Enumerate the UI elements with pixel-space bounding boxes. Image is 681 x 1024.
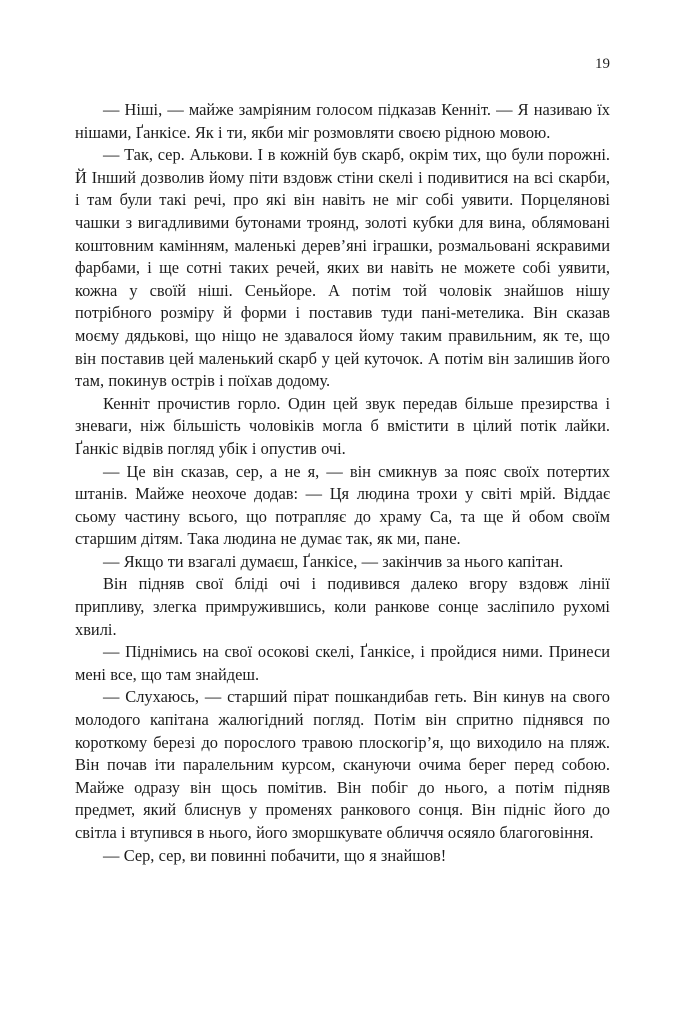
paragraph: — Піднімись на свої осокові скелі, Ґанкісе, і пройдися ними. Принеси мені все, що там знайдеш. <box>75 642 610 684</box>
paragraph: Кенніт прочистив горло. Один цей звук передав більше презирства і зневаги, ніж більшість чоловіків могла б вмістити в цілий потік лайки. Ґанкіс відвів погляд убік і опустив очі. <box>75 393 610 458</box>
text-block <box>75 99 610 867</box>
paragraph: — Слухаюсь, — старший пірат пошкандибав геть. Він кинув на свого молодого капітана жалюгідний погляд. Потім він спритно піднявся по короткому березі до порослого травою плоскогір’я, що виходило на пляж. Він почав іти паралельним курсом, скануючи очима берег перед собою. Майже одразу він щось помітив. Він побіг до нього, а потім підняв предмет, який блиснув у променях ранкового сонця. Він підніс його до світла і втупився в нього, його зморшкувате обличчя осяяло благоговіння. <box>75 687 610 842</box>
paragraph: — Сер, сер, ви повинні побачити, що я знайшов! <box>103 845 447 865</box>
paragraph: — Ніші, — майже замріяним голосом підказав Кенніт. — Я називаю їх нішами, Ґанкісе. Як і ти, якби міг розмовляти своєю рідною мовою. <box>75 100 610 142</box>
page-number: 19 <box>595 56 610 72</box>
paragraph: — Якщо ти взагалі думаєш, Ґанкісе, — закінчив за нього капітан. <box>103 551 564 571</box>
paragraph: — Це він сказав, сер, а не я, — він смикнув за пояс своїх потертих штанів. Майже неохоче додав: — Ця людина трохи у світі мрій. Віддає сьому частину всього, що потрапляє до храму Са, та ще й обом своїм старшим дітям. Така людина не думає так, як ми, пане. <box>75 461 610 549</box>
paragraph: Він підняв свої бліді очі і подивився далеко вгору вздовж лінії припливу, злегка примружившись, коли ранкове сонце засліпило рухомі хвилі. <box>75 574 610 639</box>
paragraph: — Так, сер. Алькови. І в кожній був скарб, окрім тих, що були порожні. Й Інший дозволив йому піти вздовж стіни скелі і подивитися на всі скарби, і там були такі речі, про які він навіть не міг собі уявити. Порцелянові чашки з вигадливими бутонами троянд, золоті кубки для вина, облямовані коштовним камінням, маленькі дерев’яні іграшки, розмальовані яскравими фарбами, і ще сотні таких речей, яких ви навіть не можете собі уявити, кожна у своїй ніші. Сеньйоре. А потім той чоловік знайшов нішу потрібного розміру й форми і поставив туди пані-метелика. Він сказав моєму дядькові, що ніщо не здавалося йому таким правильним, як те, що він поставив цей маленький скарб у цей куточок. А потім він залишив його там, покинув острів і поїхав додому. <box>75 145 610 391</box>
